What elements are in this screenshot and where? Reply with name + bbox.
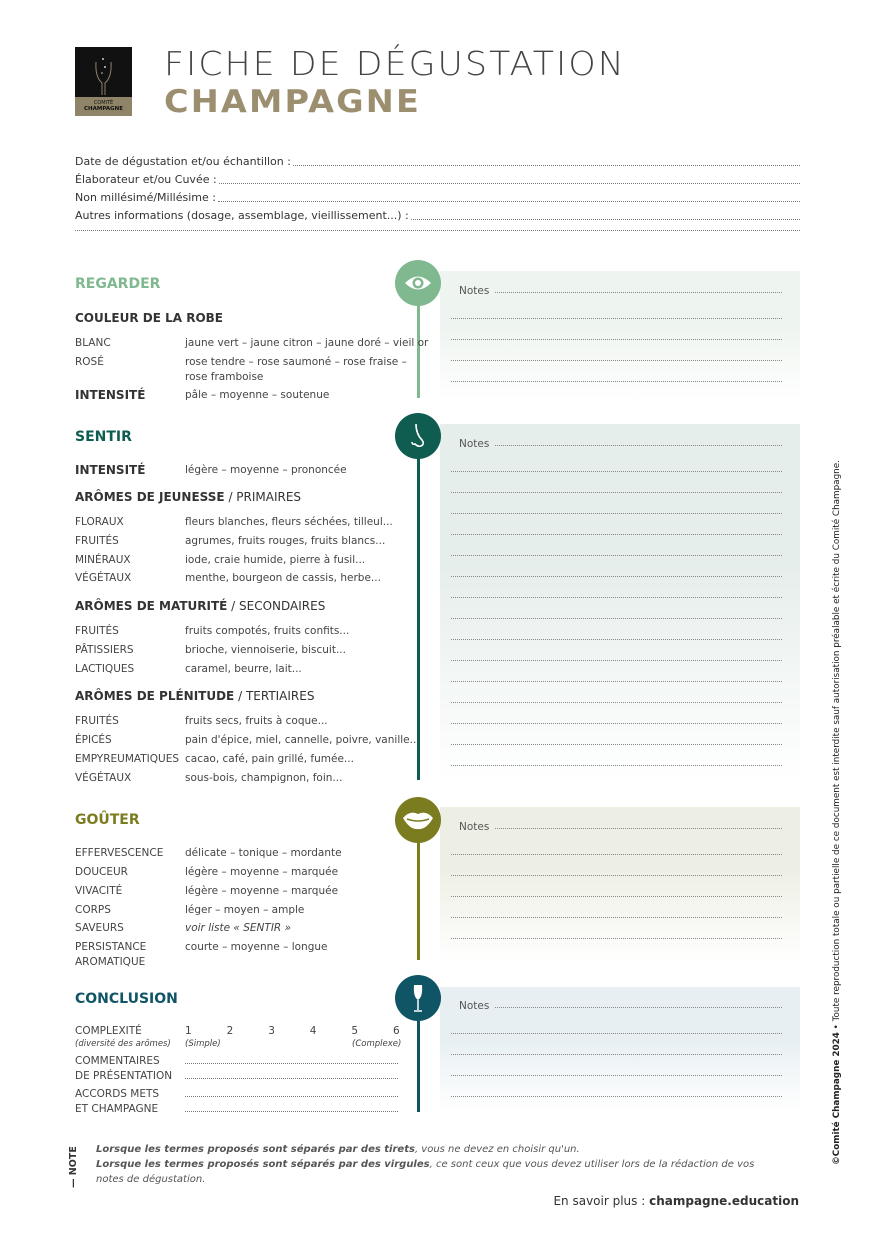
section-title-gouter: GOÛTER bbox=[75, 812, 140, 828]
heading-bold: ARÔMES DE MATURITÉ bbox=[75, 599, 228, 613]
notes-label: Notes bbox=[459, 285, 490, 297]
comite-champagne-logo bbox=[75, 47, 132, 116]
notes-line[interactable] bbox=[451, 875, 782, 876]
subsection-heading bbox=[75, 688, 314, 704]
heading-bold: ARÔMES DE JEUNESSE bbox=[75, 490, 225, 504]
notes-line[interactable] bbox=[451, 723, 782, 724]
criterion-options: caramel, beurre, lait... bbox=[185, 663, 302, 675]
heading-normal: / TERTIAIRES bbox=[234, 689, 315, 703]
notes-line[interactable] bbox=[451, 1054, 782, 1055]
nose-icon bbox=[406, 422, 430, 450]
criterion-options: fruits compotés, fruits confits... bbox=[185, 625, 350, 637]
pairing-label: ACCORDS METS ET CHAMPAGNE bbox=[75, 1088, 160, 1115]
tasting-date-field[interactable] bbox=[75, 153, 800, 171]
notes-line[interactable] bbox=[451, 318, 782, 319]
criterion-label: PERSISTANCE AROMATIQUE bbox=[75, 941, 147, 968]
criterion-options: léger – moyen – ample bbox=[185, 904, 305, 916]
glasses-icon bbox=[75, 47, 132, 97]
notes-line[interactable] bbox=[451, 660, 782, 661]
criterion-label: DOUCEUR bbox=[75, 866, 128, 878]
subsection-heading bbox=[75, 598, 325, 614]
lips-icon bbox=[402, 810, 434, 830]
criterion-label: FRUITÉS bbox=[75, 625, 119, 637]
notes-line[interactable] bbox=[451, 381, 782, 382]
criterion-options: sous-bois, champignon, foin... bbox=[185, 772, 343, 784]
producer-field[interactable] bbox=[75, 171, 800, 189]
notes-panel-gouter[interactable] bbox=[440, 807, 800, 962]
criterion-label: EFFERVESCENCE bbox=[75, 847, 164, 859]
heading-bold: ARÔMES DE PLÉNITUDE bbox=[75, 689, 235, 703]
section-title-conclusion: CONCLUSION bbox=[75, 991, 178, 1007]
notes-line[interactable] bbox=[451, 555, 782, 556]
notes-line[interactable] bbox=[451, 896, 782, 897]
criterion-options: agrumes, fruits rouges, fruits blancs... bbox=[185, 535, 386, 547]
other-info-extra-line[interactable] bbox=[75, 230, 800, 231]
note-bold: Lorsque les termes proposés sont séparés par des tirets bbox=[96, 1144, 415, 1155]
criterion-options: menthe, bourgeon de cassis, herbe... bbox=[185, 572, 381, 584]
field-label: Autres informations (dosage, assemblage, vieillissement...) : bbox=[75, 209, 409, 222]
criterion-options: pain d'épice, miel, cannelle, poivre, vanille... bbox=[185, 734, 420, 746]
notes-panel-regarder[interactable] bbox=[440, 271, 800, 400]
criterion-label: BLANC bbox=[75, 337, 111, 349]
footer-link[interactable]: champagne.education bbox=[649, 1194, 799, 1208]
write-in-line[interactable] bbox=[185, 1063, 398, 1064]
notes-line[interactable] bbox=[451, 639, 782, 640]
criterion-label: ÉPICÉS bbox=[75, 734, 112, 746]
heading-normal: / SECONDAIRES bbox=[227, 599, 326, 613]
notes-label: Notes bbox=[459, 438, 490, 450]
criterion-options: légère – moyenne – marquée bbox=[185, 885, 339, 897]
section-icon-circle bbox=[395, 260, 441, 306]
eye-icon bbox=[403, 273, 433, 293]
notes-label: Notes bbox=[459, 1000, 490, 1012]
notes-line[interactable] bbox=[451, 492, 782, 493]
criterion-options: fruits secs, fruits à coque... bbox=[185, 715, 328, 727]
criterion-label: CORPS bbox=[75, 904, 111, 916]
heading-normal: / PRIMAIRES bbox=[224, 490, 302, 504]
notes-line[interactable] bbox=[451, 854, 782, 855]
page-title: FICHE DE DÉGUSTATION bbox=[164, 44, 626, 83]
complexity-option-2[interactable]: 2 bbox=[226, 1025, 234, 1037]
criterion-label: VÉGÉTAUX bbox=[75, 572, 132, 584]
comments-label: COMMENTAIRES DE PRÉSENTATION bbox=[75, 1055, 173, 1082]
notes-label: Notes bbox=[459, 821, 490, 833]
logo-text: COMITÉ bbox=[93, 100, 114, 106]
criterion-label: INTENSITÉ bbox=[75, 463, 146, 477]
footer bbox=[553, 1194, 799, 1208]
notes-line[interactable] bbox=[451, 938, 782, 939]
criterion-options: brioche, viennoiserie, biscuit... bbox=[185, 644, 346, 656]
footer-prefix: En savoir plus : bbox=[553, 1194, 650, 1208]
section-icon-circle bbox=[395, 413, 441, 459]
criterion-options: voir liste « SENTIR » bbox=[185, 922, 292, 934]
notes-line[interactable] bbox=[451, 597, 782, 598]
champagne-glass-icon bbox=[410, 983, 426, 1013]
logo-text-bold: CHAMPAGNE bbox=[83, 106, 124, 112]
copyright-notice bbox=[832, 460, 842, 1165]
criterion-options: cacao, café, pain grillé, fumée... bbox=[185, 753, 354, 765]
section-title-regarder: REGARDER bbox=[75, 276, 161, 292]
notes-label-row[interactable] bbox=[459, 821, 782, 833]
complexity-option-3[interactable]: 3 bbox=[268, 1025, 275, 1037]
other-info-field[interactable] bbox=[75, 207, 800, 225]
copyright-bold: ©Comité Champagne 2024 bbox=[832, 1032, 842, 1165]
notes-line[interactable] bbox=[451, 339, 782, 340]
notes-label-row[interactable] bbox=[459, 1000, 782, 1012]
notes-line[interactable] bbox=[451, 471, 782, 472]
notes-line[interactable] bbox=[451, 360, 782, 361]
subsection-heading bbox=[75, 489, 301, 505]
notes-line[interactable] bbox=[451, 917, 782, 918]
criterion-options: légère – moyenne – marquée bbox=[185, 866, 339, 878]
notes-label-row[interactable] bbox=[459, 438, 782, 450]
complexity-sublabel: (diversité des arômes) bbox=[75, 1039, 171, 1049]
notes-line[interactable] bbox=[451, 618, 782, 619]
criterion-label: SAVEURS bbox=[75, 922, 124, 934]
copyright-rest: • Toute reproduction totale ou partielle de ce document est interdite sauf autorisation préalable et écrite du Comité Champagne. bbox=[832, 460, 842, 1033]
write-in-line[interactable] bbox=[185, 1096, 398, 1097]
criterion-label: VÉGÉTAUX bbox=[75, 772, 132, 784]
notes-line[interactable] bbox=[451, 534, 782, 535]
criterion-options: jaune vert – jaune citron – jaune doré – vieil or bbox=[185, 337, 429, 349]
complexity-max-label: (Complexe) bbox=[352, 1039, 402, 1049]
criterion-label: LACTIQUES bbox=[75, 663, 135, 675]
notes-line[interactable] bbox=[451, 765, 782, 766]
complexity-option-1[interactable]: 1 bbox=[185, 1025, 192, 1037]
timeline-line bbox=[417, 436, 420, 780]
section-icon-circle bbox=[395, 975, 441, 1021]
notes-line[interactable] bbox=[451, 744, 782, 745]
criterion-label: VIVACITÉ bbox=[75, 885, 123, 897]
section-icon-circle bbox=[395, 797, 441, 843]
criterion-options: courte – moyenne – longue bbox=[185, 941, 328, 953]
section-title-sentir: SENTIR bbox=[75, 429, 132, 445]
complexity-option-6[interactable]: 6 bbox=[393, 1025, 400, 1037]
field-label: Non millésimé/Millésime : bbox=[75, 191, 216, 204]
note-tag bbox=[68, 1142, 84, 1188]
criterion-label: MINÉRAUX bbox=[75, 554, 131, 566]
field-label: Élaborateur et/ou Cuvée : bbox=[75, 173, 217, 186]
page-subtitle: CHAMPAGNE bbox=[164, 84, 422, 120]
complexity-option-4[interactable]: 4 bbox=[309, 1025, 317, 1037]
notes-line[interactable] bbox=[451, 681, 782, 682]
notes-label-row[interactable] bbox=[459, 285, 782, 297]
complexity-option-5[interactable]: 5 bbox=[351, 1025, 359, 1037]
notes-line[interactable] bbox=[451, 513, 782, 514]
notes-panel-sentir[interactable] bbox=[440, 424, 800, 780]
note-tag-text: — NOTE bbox=[68, 1146, 79, 1188]
criterion-options: rose tendre – rose saumoné – rose fraise – rose framboise bbox=[185, 356, 407, 383]
criterion-options: pâle – moyenne – soutenue bbox=[185, 389, 330, 401]
criterion-options: fleurs blanches, fleurs séchées, tilleul... bbox=[185, 516, 393, 528]
criterion-label: PÂTISSIERS bbox=[75, 644, 134, 656]
criterion-label: INTENSITÉ bbox=[75, 388, 146, 402]
note-bold: Lorsque les termes proposés sont séparés par des virgules bbox=[96, 1159, 430, 1170]
notes-line[interactable] bbox=[451, 702, 782, 703]
criterion-options: iode, craie humide, pierre à fusil... bbox=[185, 554, 366, 566]
criterion-label: EMPYREUMATIQUES bbox=[75, 753, 180, 765]
notes-line[interactable] bbox=[451, 1033, 782, 1034]
criterion-label: FRUITÉS bbox=[75, 715, 119, 727]
criterion-label: FRUITÉS bbox=[75, 535, 119, 547]
write-in-line[interactable] bbox=[185, 1078, 398, 1079]
complexity-label: COMPLEXITÉ bbox=[75, 1025, 142, 1037]
criterion-label: FLORAUX bbox=[75, 516, 124, 528]
notes-line[interactable] bbox=[451, 576, 782, 577]
notes-line[interactable] bbox=[451, 1096, 782, 1097]
field-label: Date de dégustation et/ou échantillon : bbox=[75, 155, 291, 168]
criterion-options: délicate – tonique – mordante bbox=[185, 847, 342, 859]
note-text bbox=[96, 1142, 776, 1187]
notes-panel-conclusion[interactable] bbox=[440, 987, 800, 1112]
note-rest: , vous ne devez en choisir qu'un. bbox=[414, 1144, 580, 1155]
criterion-options: légère – moyenne – prononcée bbox=[185, 464, 347, 476]
notes-line[interactable] bbox=[451, 1075, 782, 1076]
criterion-label: ROSÉ bbox=[75, 356, 104, 368]
subsection-heading: COULEUR DE LA ROBE bbox=[75, 311, 223, 325]
vintage-field[interactable] bbox=[75, 189, 800, 207]
write-in-line[interactable] bbox=[185, 1111, 398, 1112]
complexity-min-label: (Simple) bbox=[185, 1039, 221, 1049]
note-rest: , ce sont ceux que vous devez utiliser lors de la rédaction de vos notes de dégustation. bbox=[96, 1159, 755, 1185]
